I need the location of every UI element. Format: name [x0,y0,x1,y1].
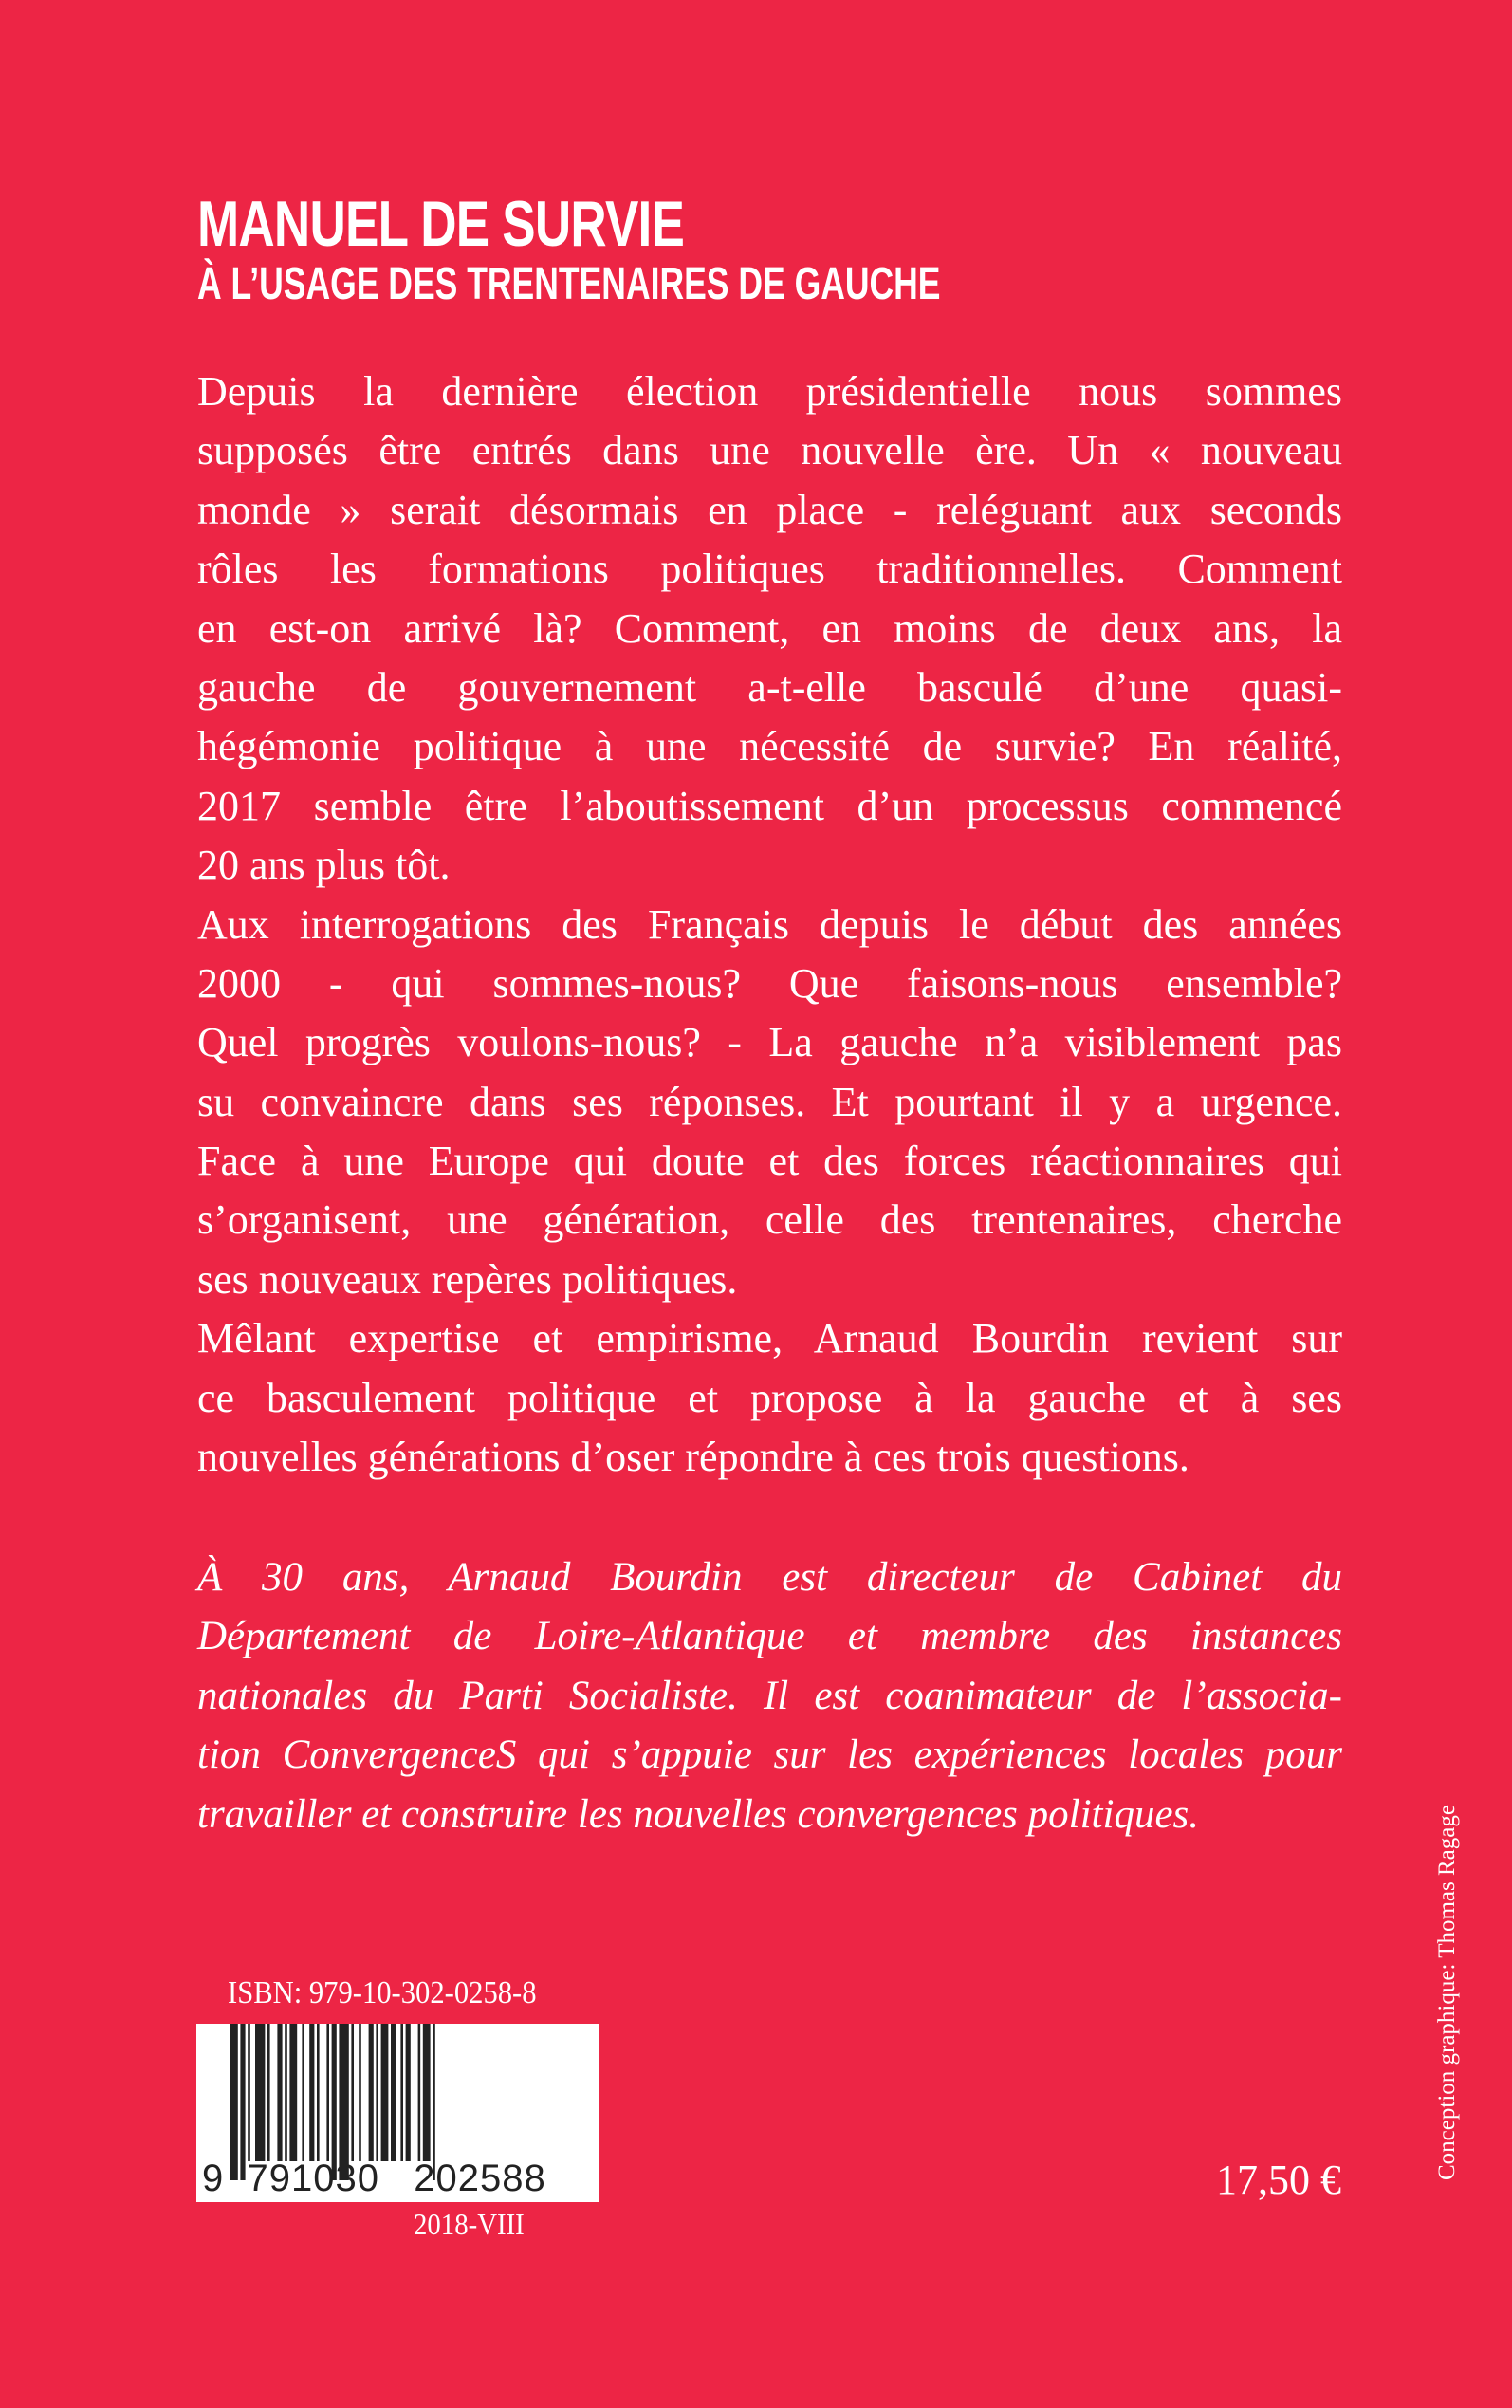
blurb-line: ce basculement politique et propose à la gauche et à ses [197,1374,1342,1421]
blurb-line: ses nouveaux repères politiques. [197,1255,738,1303]
barcode-bar [309,2024,314,2161]
blurb-line: 2000 - qui sommes-nous? Que faisons-nous ensemble? [197,959,1342,1007]
barcode-bar [406,2024,411,2161]
barcode-bar [326,2024,329,2161]
edition: 2018-VIII [414,2207,525,2241]
barcode-bar [391,2024,396,2161]
barcode-bar [369,2024,374,2161]
barcode-bar [418,2024,421,2161]
barcode-bar [285,2024,287,2161]
blurb-line: monde » serait désormais en place - reléguant aux seconds [197,486,1342,533]
blurb-line: su convaincre dans ses réponses. Et pourtant il y a urgence. [197,1078,1342,1125]
blurb-line: Depuis la dernière élection présidentielle nous sommes [197,368,1342,415]
barcode-digits: 9 791030 202588 [202,2158,546,2199]
barcode-bar [248,2024,250,2161]
barcode-bar [277,2024,282,2161]
bio-line: tion ConvergenceS qui s’appuie sur les expériences locales pour [197,1732,1342,1778]
barcode-bar [359,2024,361,2161]
bio-line: À 30 ans, Arnaud Bourdin est directeur de Cabinet du [197,1555,1342,1600]
book-title: MANUEL DE SURVIE [197,188,685,260]
book-subtitle: À L’USAGE DES TRENTENAIRES DE GAUCHE [197,259,941,309]
bio-line: nationales du Parti Socialiste. Il est coanimateur de l’associa- [197,1673,1342,1718]
price: 17,50 € [1216,2157,1341,2203]
blurb-line: Aux interrogations des Français depuis le début des années [197,900,1342,948]
blurb-line: 2017 semble être l’aboutissement d’un processus commencé [197,782,1342,829]
bio-line: Département de Loire-Atlantique et membre des instances [197,1614,1342,1659]
barcode-bar [289,2024,297,2161]
blurb-line: gauche de gouvernement a-t-elle basculé d’une quasi- [197,663,1342,711]
barcode-bar [302,2024,304,2161]
blurb-line: Quel progrès voulons-nous? - La gauche n’a visiblement pas [197,1019,1342,1066]
design-credit: Conception graphique: Thomas Ragage [1434,1805,1460,2180]
barcode-bar [351,2024,354,2161]
blurb-line: en est-on arrivé là? Comment, en moins de deux ans, la [197,604,1342,652]
barcode-bar [381,2024,389,2161]
barcode-bar [267,2024,270,2161]
author-bio [197,1548,1342,1844]
barcode-bar [255,2024,265,2161]
barcode-bar [376,2024,378,2161]
barcode-bar [400,2024,403,2161]
blurb-line: Face à une Europe qui doute et des forces réactionnaires qui [197,1138,1342,1185]
blurb-line: 20 ans plus tôt. [197,842,451,889]
blurb-line: supposés être entrés dans une nouvelle ère. Un « nouveau [197,427,1342,474]
blurb-line: s’organisent, une génération, celle des trentenaires, cherche [197,1196,1342,1244]
blurb-line: nouvelles générations d’oser répondre à ces trois questions. [197,1434,1189,1481]
blurb-line: hégémonie politique à une nécessité de survie? En réalité, [197,723,1342,770]
barcode-bar [317,2024,320,2161]
blurb [197,362,1342,1487]
barcode-bar [423,2024,431,2161]
bio-line: travailler et construire les nouvelles convergences politiques. [197,1791,1200,1837]
isbn: ISBN: 979-10-302-0258-8 [228,1975,537,2010]
barcode [196,2024,599,2202]
blurb-line: Mêlant expertise et empirisme, Arnaud Bourdin revient sur [197,1315,1342,1362]
blurb-line: rôles les formations politiques traditionnelles. Comment [197,546,1342,593]
